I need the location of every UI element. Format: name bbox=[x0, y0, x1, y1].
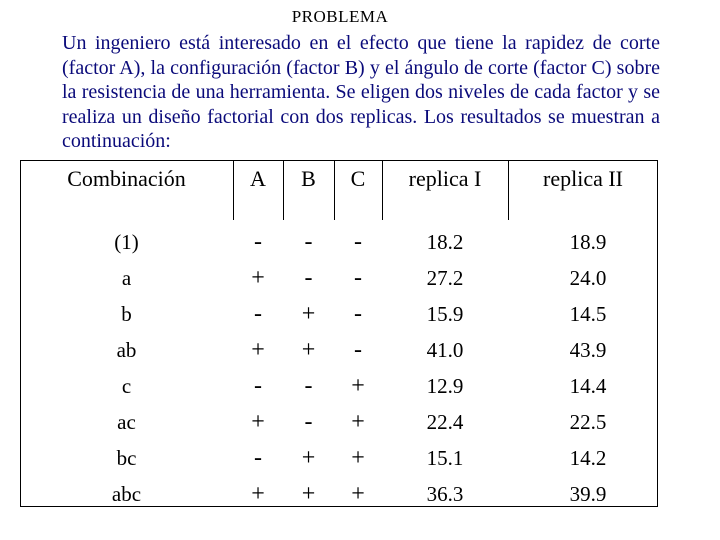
cell-factor-b: - bbox=[304, 265, 313, 291]
table-header-row bbox=[20, 160, 658, 220]
table-row bbox=[20, 368, 658, 404]
cell-replica-2: 14.2 bbox=[569, 446, 607, 470]
cell-replica-1: 12.9 bbox=[426, 374, 464, 398]
table-row bbox=[20, 440, 658, 476]
cell-replica-2: 18.9 bbox=[569, 230, 607, 254]
cell-combination: c bbox=[121, 374, 132, 398]
cell-factor-b: + bbox=[301, 337, 316, 363]
cell-replica-2: 14.5 bbox=[569, 302, 607, 326]
table-row bbox=[20, 296, 658, 332]
cell-replica-1: 18.2 bbox=[426, 230, 464, 254]
header-combinacion: Combinación bbox=[67, 166, 186, 191]
cell-combination: ab bbox=[116, 338, 137, 362]
cell-replica-2: 39.9 bbox=[569, 482, 607, 506]
cell-combination: ac bbox=[117, 410, 136, 434]
table-row bbox=[20, 224, 658, 260]
header-b: B bbox=[301, 166, 316, 191]
cell-replica-1: 36.3 bbox=[426, 482, 464, 506]
cell-combination: bc bbox=[116, 446, 137, 470]
problem-statement: Un ingeniero está interesado en el efecto que tiene la rapidez de corte (factor A), la configuración (factor B) y el ángulo de corte (factor C) sobre la resistencia de una herramienta. Se eligen dos niveles de cada factor y se realiza un diseño factorial con dos replicas. Los resultados se muestran a continuación: bbox=[62, 32, 660, 152]
cell-factor-b: + bbox=[301, 481, 316, 507]
cell-factor-b: + bbox=[301, 301, 316, 327]
cell-factor-a: + bbox=[251, 265, 265, 291]
table-row bbox=[20, 260, 658, 296]
header-replica-2: replica II bbox=[543, 166, 623, 191]
cell-factor-c: - bbox=[354, 229, 362, 255]
table-row bbox=[20, 332, 658, 368]
cell-factor-c: + bbox=[351, 445, 365, 471]
cell-factor-a: - bbox=[254, 373, 262, 399]
cell-factor-c: + bbox=[351, 409, 365, 435]
header-a: A bbox=[250, 166, 266, 191]
cell-factor-a: - bbox=[254, 301, 262, 327]
cell-replica-1: 41.0 bbox=[426, 338, 464, 362]
cell-factor-b: - bbox=[304, 409, 313, 435]
cell-factor-a: + bbox=[251, 409, 265, 435]
cell-factor-b: - bbox=[304, 373, 313, 399]
cell-combination: abc bbox=[111, 482, 142, 506]
cell-factor-a: + bbox=[251, 481, 265, 507]
cell-factor-c: - bbox=[354, 337, 362, 363]
cell-replica-1: 22.4 bbox=[426, 410, 464, 434]
cell-factor-b: - bbox=[304, 229, 313, 255]
cell-replica-1: 27.2 bbox=[426, 266, 464, 290]
cell-replica-2: 24.0 bbox=[569, 266, 607, 290]
cell-factor-c: - bbox=[354, 301, 362, 327]
header-c: C bbox=[350, 166, 366, 191]
cell-factor-a: - bbox=[254, 445, 262, 471]
table-row bbox=[20, 476, 658, 512]
cell-factor-a: - bbox=[254, 229, 262, 255]
header-replica-1: replica I bbox=[408, 166, 482, 191]
cell-replica-2: 43.9 bbox=[569, 338, 607, 362]
cell-factor-b: + bbox=[301, 445, 316, 471]
problem-heading: PROBLEMA bbox=[291, 7, 389, 26]
cell-combination: b bbox=[121, 302, 132, 326]
cell-factor-a: + bbox=[251, 337, 265, 363]
cell-replica-2: 22.5 bbox=[569, 410, 607, 434]
cell-combination: a bbox=[121, 266, 132, 290]
cell-combination: (1) bbox=[114, 230, 139, 254]
cell-replica-1: 15.9 bbox=[426, 302, 464, 326]
cell-factor-c: - bbox=[354, 265, 362, 291]
cell-factor-c: + bbox=[351, 373, 365, 399]
cell-replica-1: 15.1 bbox=[426, 446, 464, 470]
cell-replica-2: 14.4 bbox=[569, 374, 607, 398]
table-row bbox=[20, 404, 658, 440]
cell-factor-c: + bbox=[351, 481, 365, 507]
